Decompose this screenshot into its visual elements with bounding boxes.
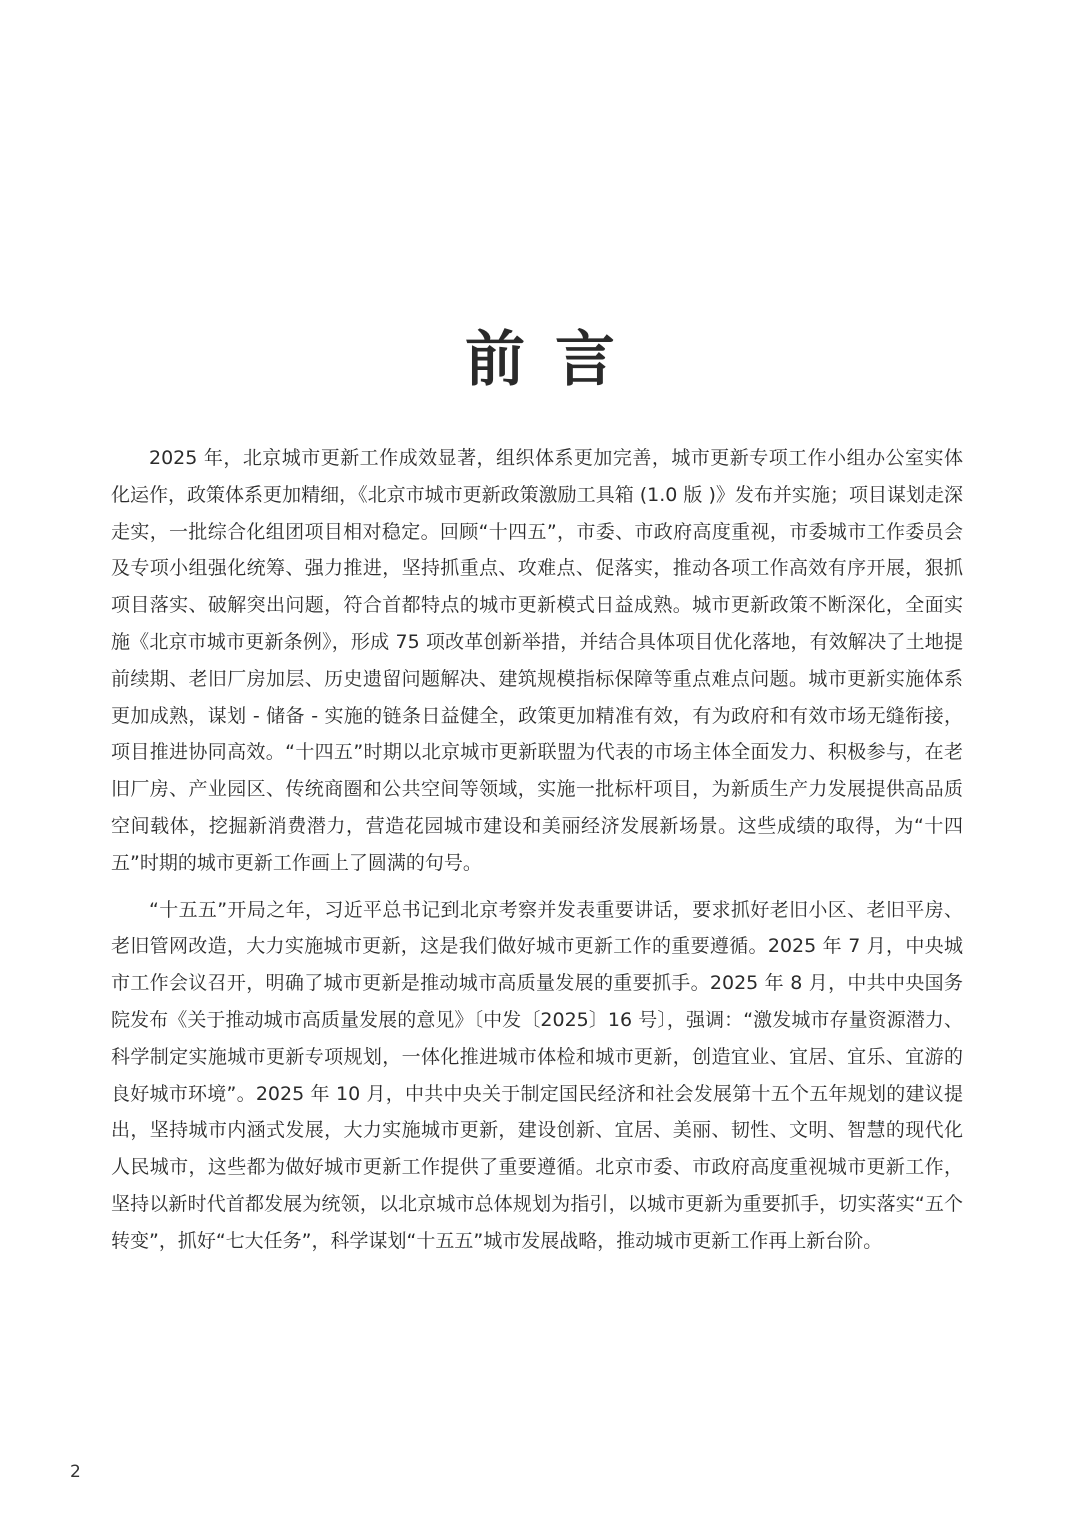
paragraph-1: 2025 年，北京城市更新工作成效显著，组织体系更加完善，城市更新专项工作小组办公室实体化运作，政策体系更加精细，《北京市城市更新政策激励工具箱 (1.0 版 )》发布并实施；项目谋划走深走实，一批综合化组团项目相对稳定。回顾“十四五”，市委、市政府高度重视，市委城市工作委员会及专项小组强化统筹、强力推进，坚持抓重点、攻难点、促落实，推动各项工作高效有序开展，狠抓项目落实、破解突出问题，符合首都特点的城市更新模式日益成熟。城市更新政策不断深化，全面实施《北京市城市更新条例》，形成 75 项改革创新举措，并结合具体项目优化落地，有效解决了土地提前续期、老旧厂房加层、历史遗留问题解决、建筑规模指标保障等重点难点问题。城市更新实施体系更加成熟，谋划 - 储备 - 实施的链条日益健全，政策更加精准有效，有为政府和有效市场无缝衔接，项目推进协同高效。“十四五”时期以北京城市更新联盟为代表的市场主体全面发力、积极参与，在老旧厂房、产业园区、传统商圈和公共空间等领域，实施一批标杆项目，为新质生产力发展提供高品质空间载体，挖掘新消费潜力，营造花园城市建设和美丽经济发展新场景。这些成绩的取得，为“十四五”时期的城市更新工作画上了圆满的句号。	[111, 447, 963, 874]
page-number: 2	[70, 1462, 81, 1482]
page-title: 前言	[465, 325, 645, 396]
paragraph-2: “十五五”开局之年，习近平总书记到北京考察并发表重要讲话，要求抓好老旧小区、老旧平房、老旧管网改造，大力实施城市更新，这是我们做好城市更新工作的重要遵循。2025 年 7 月，中央城市工作会议召开，明确了城市更新是推动城市高质量发展的重要抓手。2025 年 8 月，中共中央国务院发布《关于推动城市高质量发展的意见》〔中发〔2025〕16 号〕，强调：“激发城市存量资源潜力、科学制定实施城市更新专项规划，一体化推进城市体检和城市更新，创造宜业、宜居、宜乐、宜游的良好城市环境”。2025 年 10 月，中共中央关于制定国民经济和社会发展第十五个五年规划的建议提出，坚持城市内涵式发展，大力实施城市更新，建设创新、宜居、美丽、韧性、文明、智慧的现代化人民城市，这些都为做好城市更新工作提供了重要遵循。北京市委、市政府高度重视城市更新工作，坚持以新时代首都发展为统领，以北京城市总体规划为指引，以城市更新为重要抓手，切实落实“五个转变”，抓好“七大任务”，科学谋划“十五五”城市发展战略，推动城市更新工作再上新台阶。	[111, 898, 963, 1252]
body-text	[111, 440, 963, 1270]
